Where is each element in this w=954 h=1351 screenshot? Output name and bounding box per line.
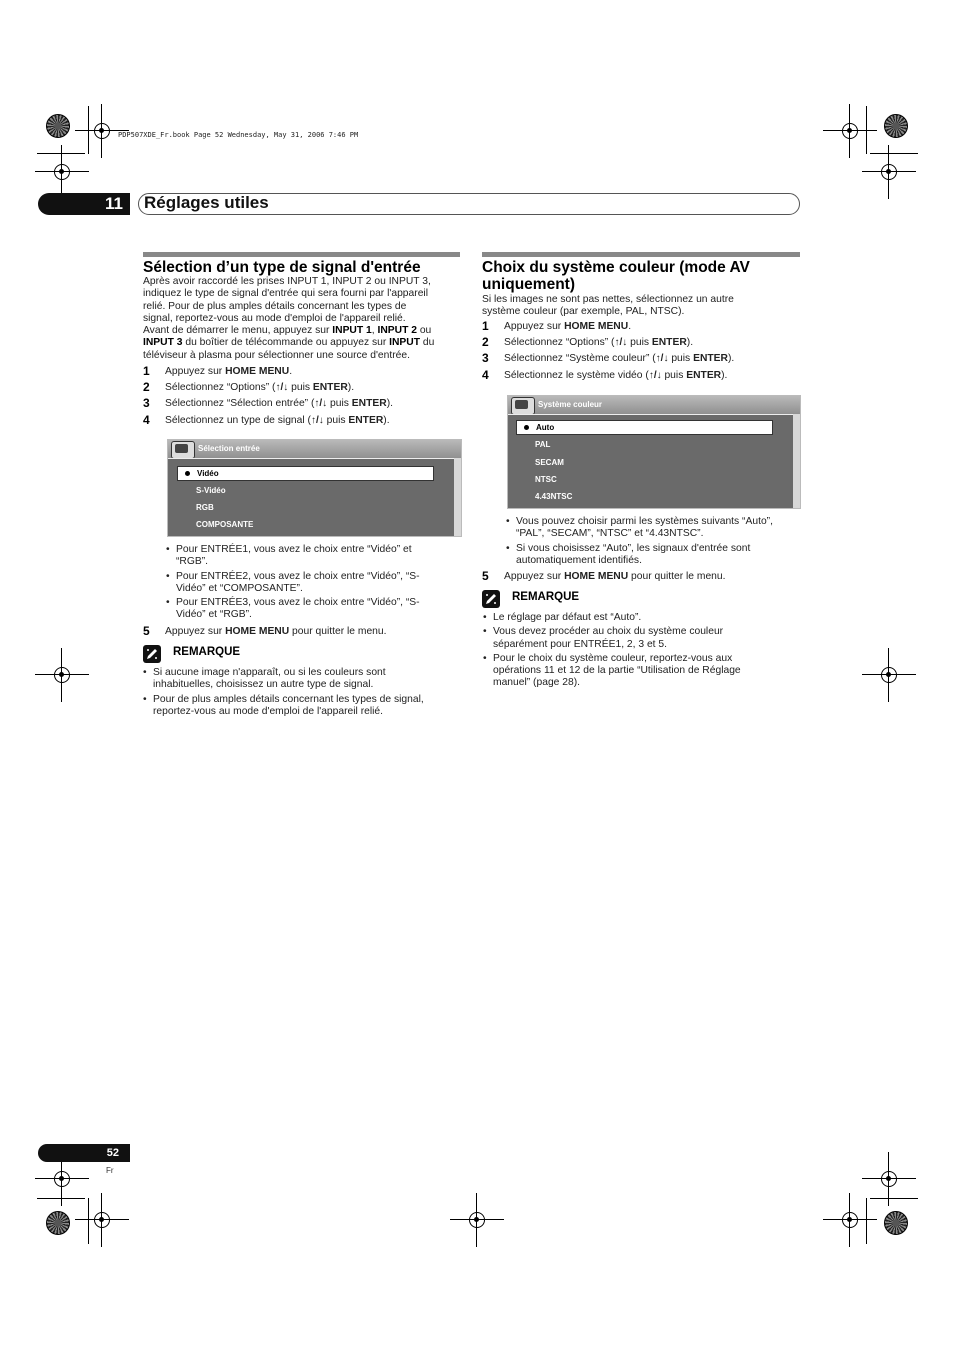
intro-paragraph bbox=[482, 294, 802, 319]
selected-bullet-icon bbox=[185, 471, 190, 476]
registration-sunburst-icon bbox=[884, 1211, 908, 1235]
crosshair-icon bbox=[837, 1207, 863, 1233]
menu-item-ntsc[interactable]: NTSC bbox=[535, 475, 557, 484]
osd-menu-input-select bbox=[167, 439, 462, 537]
intro-line: signal, reportez-vous au mode d'emploi de l'appareil relié. bbox=[143, 312, 406, 324]
osd-menu-title: Système couleur bbox=[538, 400, 603, 409]
up-down-arrows-icon: ↑/↓ bbox=[614, 337, 628, 348]
osd-menu-color-system bbox=[507, 395, 801, 509]
chapter-title: Réglages utiles bbox=[144, 193, 269, 212]
crosshair-icon bbox=[876, 662, 902, 688]
sub-bullet-list bbox=[506, 516, 806, 569]
menu-item-443ntsc[interactable]: 4.43NTSC bbox=[535, 492, 573, 501]
up-down-arrows-icon: ↑/↓ bbox=[655, 353, 669, 364]
up-down-arrows-icon: ↑/↓ bbox=[275, 382, 289, 393]
section-rule bbox=[482, 252, 800, 257]
up-down-arrows-icon: ↑/↓ bbox=[648, 370, 662, 381]
list-item: • Si aucune image n'apparaît, ou si les couleurs sont inhabituelles, choisissez un autre type de signal. bbox=[143, 667, 463, 692]
selected-bullet-icon bbox=[524, 425, 529, 430]
menu-item-video[interactable]: Vidéo bbox=[177, 466, 434, 481]
up-down-arrows-icon: ↑/↓ bbox=[314, 398, 328, 409]
tv-icon bbox=[171, 441, 195, 459]
section-rule bbox=[143, 252, 460, 257]
language-code: Fr bbox=[106, 1166, 114, 1175]
list-item: • Le réglage par défaut est “Auto”. bbox=[483, 612, 803, 624]
tv-icon bbox=[511, 397, 535, 415]
menu-item-composante[interactable]: COMPOSANTE bbox=[196, 520, 254, 529]
intro-line: relié. Pour de plus amples détails concernant les types de bbox=[143, 300, 407, 312]
intro-line: système couleur (par exemple, PAL, NTSC). bbox=[482, 306, 685, 318]
list-item: • Pour ENTRÉE3, vous avez le choix entre “Vidéo”, “S- Vidéo” et “RGB”. bbox=[166, 597, 466, 622]
sub-bullet-list bbox=[166, 544, 466, 624]
crosshair-icon bbox=[876, 1166, 902, 1192]
registration-sunburst-icon bbox=[46, 114, 70, 138]
section-heading: Choix du système couleur (mode AV uniquement) bbox=[482, 259, 750, 293]
before-line: Avant de démarrer le menu, appuyez sur INPUT 1, INPUT 2 ou bbox=[143, 325, 432, 337]
crosshair-icon bbox=[876, 159, 902, 185]
registration-sunburst-icon bbox=[46, 1211, 70, 1235]
registration-sunburst-icon bbox=[884, 114, 908, 138]
list-item: • Pour ENTRÉE2, vous avez le choix entre “Vidéo”, “S- Vidéo” et “COMPOSANTE”. bbox=[166, 571, 466, 596]
note-pencil-icon bbox=[482, 590, 500, 608]
up-down-arrows-icon: ↑/↓ bbox=[310, 415, 324, 426]
note-label: REMARQUE bbox=[512, 591, 580, 603]
crosshair-icon bbox=[837, 118, 863, 144]
crosshair-icon bbox=[89, 1207, 115, 1233]
section-heading: Sélection d’un type de signal d'entrée bbox=[143, 259, 421, 276]
list-item: • Si vous choisissez “Auto”, les signaux d'entrée sont automatiquement identifiés. bbox=[506, 543, 806, 568]
menu-item-pal[interactable]: PAL bbox=[535, 440, 551, 449]
intro-line: Après avoir raccordé les prises INPUT 1, INPUT 2 ou INPUT 3, bbox=[143, 276, 431, 287]
intro-line: Si les images ne sont pas nettes, sélectionnez un autre bbox=[482, 294, 734, 305]
crosshair-icon bbox=[49, 159, 75, 185]
crosshair-icon bbox=[49, 1166, 75, 1192]
chapter-number: 11 bbox=[38, 193, 130, 215]
before-line: INPUT 3 du boîtier de télécommande ou appuyez sur INPUT du bbox=[143, 337, 435, 349]
note-list bbox=[143, 667, 463, 720]
intro-paragraph bbox=[143, 276, 463, 362]
list-item: • Vous devez procéder au choix du système couleur séparément pour ENTRÉE1, 2, 3 et 5. bbox=[483, 626, 803, 651]
osd-menu-title: Sélection entrée bbox=[198, 444, 260, 453]
list-item: • Pour de plus amples détails concernant les types de signal, reportez-vous au mode d'emploi de l'appareil relié. bbox=[143, 694, 463, 719]
list-item: • Pour ENTRÉE1, vous avez le choix entre “Vidéo” et “RGB”. bbox=[166, 544, 466, 569]
note-list bbox=[483, 612, 803, 692]
menu-item-s-video[interactable]: S-Vidéo bbox=[196, 486, 226, 495]
menu-item-secam[interactable]: SECAM bbox=[535, 458, 564, 467]
intro-line: indiquez le type de signal d'entrée qui sera fourni par l'appareil bbox=[143, 288, 428, 300]
note-label: REMARQUE bbox=[173, 646, 241, 658]
crosshair-icon bbox=[89, 118, 115, 144]
crosshair-icon bbox=[464, 1207, 490, 1233]
file-header: PDP507XDE_Fr.book Page 52 Wednesday, May 31, 2006 7:46 PM bbox=[118, 131, 359, 139]
before-line: téléviseur à plasma pour sélectionner une source d'entrée. bbox=[143, 349, 410, 361]
page-number: 52 bbox=[38, 1144, 130, 1162]
list-item: • Vous pouvez choisir parmi les systèmes suivants “Auto”, “PAL”, “SECAM”, “NTSC” et “4.43NTSC”. bbox=[506, 516, 806, 541]
crosshair-icon bbox=[49, 662, 75, 688]
menu-item-rgb[interactable]: RGB bbox=[196, 503, 214, 512]
list-item: • Pour le choix du système couleur, reportez-vous aux opérations 11 et 12 de la partie “Utilisation de Réglage manuel” (page 28). bbox=[483, 653, 803, 690]
menu-item-auto[interactable]: Auto bbox=[516, 420, 773, 435]
note-pencil-icon bbox=[143, 645, 161, 663]
